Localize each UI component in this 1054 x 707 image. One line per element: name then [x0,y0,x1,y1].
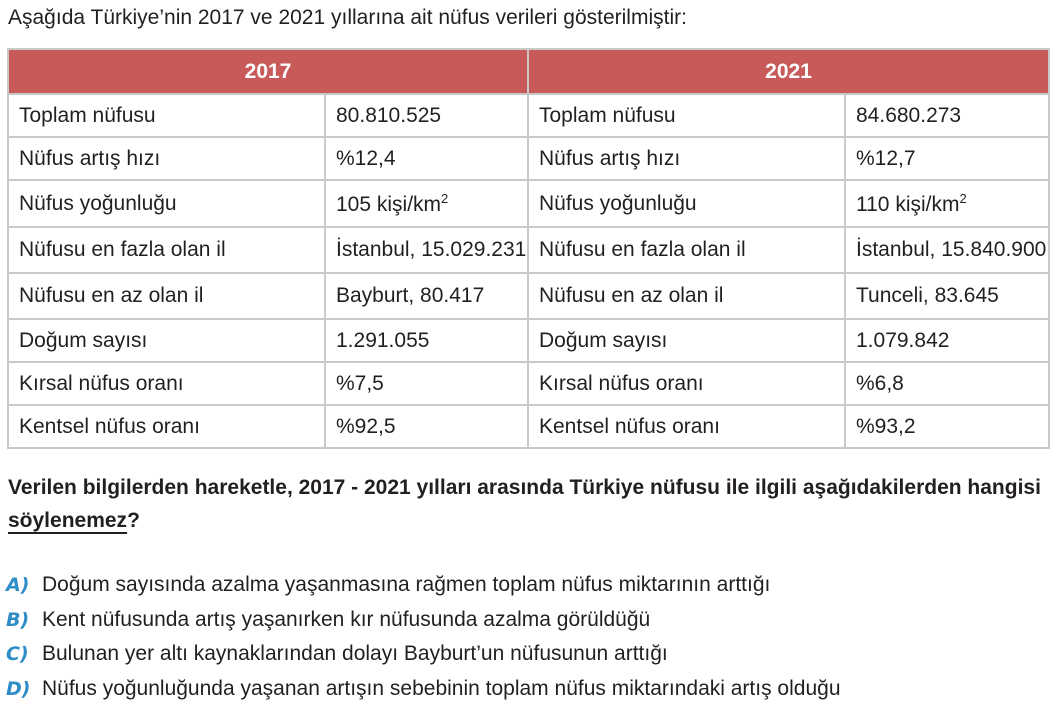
header-2017: 2017 [8,49,528,94]
question-text: Verilen bilgilerden hareketle, 2017 - 2021 yılları arasında Türkiye nüfusu ile ilgili aşağıdakilerden hangisi söylenemez? [8,476,1041,532]
option-text: Bulunan yer altı kaynaklarından dolayı Bayburt’un nüfusunun arttığı [42,642,668,666]
cell-value-2021: İstanbul, 15.840.900 [845,227,1049,273]
table-row [8,94,1049,137]
cell-label-2021: Nüfusu en fazla olan il [528,227,845,273]
table-row [8,362,1049,405]
cell-value-2021: 1.079.842 [845,319,1049,362]
option-a[interactable] [6,568,841,603]
header-2021: 2021 [528,49,1049,94]
table-row [8,227,1049,273]
cell-label-2017: Kırsal nüfus oranı [8,362,325,405]
table-row [8,405,1049,448]
cell-label-2017: Nüfusu en fazla olan il [8,227,325,273]
cell-value-2017: %7,5 [325,362,528,405]
cell-label-2017: Toplam nüfusu [8,94,325,137]
cell-value-2017: 105 kişi/$km^2$ [325,180,528,227]
cell-label-2017: Nüfus artış hızı [8,137,325,180]
cell-value-2021: 84.680.273 [845,94,1049,137]
cell-label-2021: Nüfus artış hızı [528,137,845,180]
cell-label-2021: Doğum sayısı [528,319,845,362]
cell-value-2017: 1.291.055 [325,319,528,362]
option-letter: C) [6,643,29,666]
option-text: Doğum sayısında azalma yaşanmasına rağmen toplam nüfus miktarının arttığı [42,573,771,597]
cell-label-2017: Nüfusu en az olan il [8,273,325,319]
option-letter: D) [6,677,31,700]
cell-label-2017: Nüfus yoğunluğu [8,180,325,227]
question-emphasis: söylenemez [8,509,128,532]
table-row [8,180,1049,227]
table-header-row [8,49,1049,94]
cell-label-2017: Kentsel nüfus oranı [8,405,325,448]
cell-label-2021: Nüfus yoğunluğu [528,180,845,227]
cell-value-2017: %92,5 [325,405,528,448]
cell-value-2021: 110 kişi/$km^2$ [845,180,1049,227]
option-b[interactable] [6,603,841,638]
cell-label-2021: Kentsel nüfus oranı [528,405,845,448]
cell-value-2021: %12,7 [845,137,1049,180]
cell-value-2021: %93,2 [845,405,1049,448]
cell-value-2017: Bayburt, 80.417 [325,273,528,319]
cell-label-2021: Nüfusu en az olan il [528,273,845,319]
option-letter: B) [6,608,30,631]
answer-options [6,568,841,706]
option-text: Kent nüfusunda artış yaşanırken kır nüfusunda azalma görüldüğü [42,607,651,631]
option-d[interactable] [6,672,841,707]
cell-value-2017: 80.810.525 [325,94,528,137]
cell-value-2021: Tunceli, 83.645 [845,273,1049,319]
population-table [7,48,1050,449]
table-row [8,273,1049,319]
table-row [8,319,1049,362]
cell-value-2021: %6,8 [845,362,1049,405]
cell-label-2017: Doğum sayısı [8,319,325,362]
km-squared-exponent: 2 [441,190,449,206]
table-row [8,137,1049,180]
cell-label-2021: Kırsal nüfus oranı [528,362,845,405]
option-letter: A) [6,574,30,597]
option-c[interactable] [6,637,841,672]
cell-value-2017: İstanbul, 15.029.231 [325,227,528,273]
option-text: Nüfus yoğunluğunda yaşanan artışın sebebinin toplam nüfus miktarındaki artış olduğu [42,676,841,700]
cell-label-2021: Toplam nüfusu [528,94,845,137]
cell-value-2017: %12,4 [325,137,528,180]
intro-text: Aşağıda Türkiye’nin 2017 ve 2021 yıllarına ait nüfus verileri gösterilmiştir: [8,6,687,29]
km-squared-exponent: 2 [959,190,967,206]
